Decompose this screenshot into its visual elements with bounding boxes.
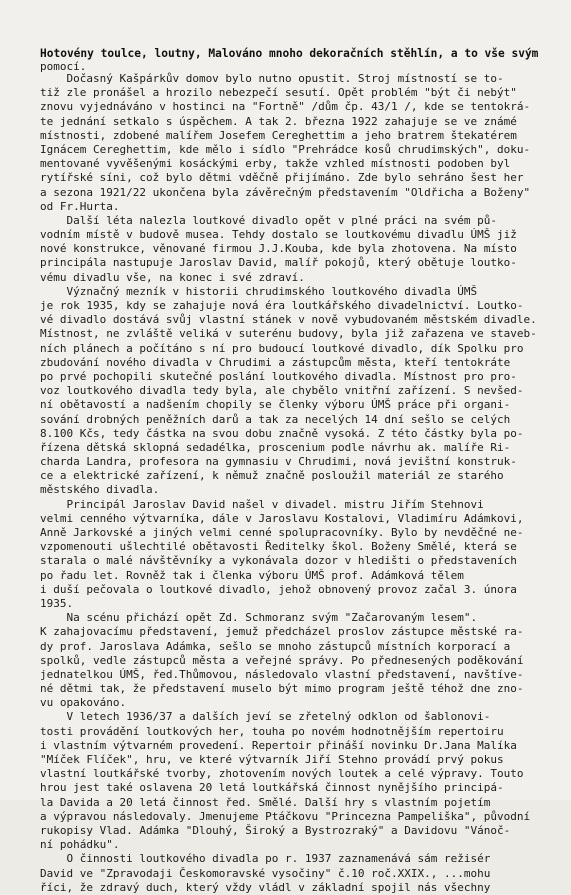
text-line: vzpomenouti ušlechtilé obětavosti Ředitelky škol. Boženy Smělé, která se <box>40 540 517 554</box>
text-line: nové konstrukce, věnované firmou J.J.Kouba, kde byla zhotovena. Na místo <box>40 242 517 256</box>
text-line: a sezona 1921/22 ukončena byla závěrečným představením "Oldřicha a Boženy" <box>40 185 531 199</box>
text-line: O činnosti loutkového divadla po r. 1937 zaznamenává sám režisér <box>40 852 491 866</box>
text-line: ní obětavostí a nadšením chopily se členky výboru ÚMŠ práce při organi- <box>40 398 511 412</box>
paragraph <box>40 611 560 710</box>
document-body <box>40 72 560 895</box>
text-line: po prvé pochopili skutečné poslání loutkového divadla. Místnost pro pro- <box>40 369 517 383</box>
text-line: starala o malé návštěvníky a vykonávala dozor v hledišti o představeních <box>40 554 517 568</box>
text-line: říci, že zdravý duch, který vždy vládl v základní spojil nás všechny <box>40 880 491 894</box>
paragraph <box>40 498 560 612</box>
text-line: tosti provádění loutkových her, touha po novém hodnotnějším repertoiru <box>40 724 504 738</box>
text-line: městského divadla. <box>40 483 160 497</box>
text-line: zbudování nového divadla v Chrudimi a zástupcům města, kteří tentokráte <box>40 355 511 369</box>
text-line: voz loutkového divadla tedy byla, ale chybělo vnitřní zařízení. S nevšed- <box>40 384 524 398</box>
paragraph <box>40 710 560 852</box>
text-line: místnosti, zdobené malířem Josefem Cereghettim a jeho bratrem štekatérem <box>40 128 517 142</box>
text-line: Dočasný Kašpárkův domov bylo nutno opustit. Stroj místností se to- <box>40 72 504 85</box>
text-line: spolků, vedle zástupců města a veřejné správy. Po přednesených poděkování <box>40 653 524 667</box>
text-line: ní pohádku". <box>40 838 120 852</box>
text-line: mentované vyvěšenými kosáckými erby, takže vzhled místnosti podoben byl <box>40 157 511 171</box>
text-line: principála nastupuje Jaroslav David, malíř pokojů, který obětuje loutko- <box>40 256 517 270</box>
text-line: Význačný mezník v historii chrudimského loutkového divadla ÚMŠ <box>40 284 478 298</box>
text-line: Na scénu přichází opět Zd. Schmoranz svým "Začarovaným lesem". <box>40 611 478 625</box>
text-line: vému divadlu vše, na konec i své zdraví. <box>40 270 305 284</box>
text-line: David ve "Zpravodaji Českomoravské vysočiny" č.10 roč.XXIX., ...mohu <box>40 866 491 880</box>
text-line: velmi cenného výtvarníka, dále v Jaroslavu Kostalovi, Vladimíru Adámkovi, <box>40 511 524 525</box>
text-line: od Fr.Hurta. <box>40 199 120 213</box>
text-line: hrou jest také oslavena 20 letá loutkářská činnost nynějšího principá- <box>40 781 504 795</box>
paragraph <box>40 285 560 498</box>
text-line: jednatelkou ÚMŠ, řed.Thůmovou, následovalo vlastní představení, navštíve- <box>40 667 524 681</box>
paragraph <box>40 72 560 214</box>
text-line: Ignácem Cereghettim, kde mělo i sídlo "Prehrádce kosů chrudimských", doku- <box>40 142 531 156</box>
text-line: ních plánech a počítáno s ní pro budoucí loutkové divadlo, dík Spolku pro <box>40 341 524 355</box>
text-line: tiž zle pronášel a hrozilo nebezpečí sesutí. Opět problém "být či nebýt" <box>40 86 517 100</box>
text-line: la Davida a 20 letá činnost řed. Smělé. Další hry s vlastním pojetím <box>40 795 491 809</box>
text-line: ce a elektrické zařízení, k němuž značně posloužil materiál ze starého <box>40 469 504 483</box>
paragraph <box>40 852 560 895</box>
text-line: "Míček Flíček", hru, ve které výtvarník Jiří Stehno provádí prvý pokus <box>40 753 504 766</box>
text-line: vlastní loutkářské tvorby, zhotovením nových loutek a celé výpravy. Touto <box>40 767 524 781</box>
text-line: charda Landra, profesora na gymnasiu v Chrudimi, nová jevištní konstruk- <box>40 455 517 469</box>
text-line: Anně Jarkovské a jiných velmi cenné spolupracovníky. Bylo by nevděčné ne- <box>40 526 524 539</box>
text-line: V letech 1936/37 a dalších jeví se zřetelný odklon od šablonovi- <box>40 710 491 724</box>
text-line: po řadu let. Rovněž tak i členka výboru ÚMŠ prof. Adámková tělem <box>40 568 464 582</box>
text-line: te jednání setkalo s úspěchem. A tak 2. března 1922 zahajuje se ve známé <box>40 114 517 128</box>
paragraph <box>40 214 560 285</box>
text-line: vé divadlo dostává svůj vlastní stánek v nově vybudovaném městském divadle. <box>40 313 537 327</box>
text-line: a výpravou následovaly. Jmenujeme Ptáčkovu "Princezna Pampeliška", původní <box>40 809 531 823</box>
text-line: vu opakováno. <box>40 696 127 710</box>
text-line: sování drobných peněžních darů a tak za necelých 14 dní sešlo se celých <box>40 412 511 426</box>
text-line: rytířské síni, což bylo dětmi vděčně přijímáno. Zde bylo sehráno šest her <box>40 171 524 185</box>
text-line: dy prof. Jaroslava Adámka, sešlo se mnoho zástupců místních korporací a <box>40 639 511 653</box>
text-line: 8.100 Kčs, tedy částka na svou dobu značně vysoká. Z této částky byla po- <box>40 426 524 440</box>
text-line: vodním místě v budově musea. Tehdy dostalo se loutkovému divadlu ÚMŠ již <box>40 228 517 242</box>
text-line: Místnost, ne zvláště veliká v suterénu budovy, byla již zařazena ve staveb- <box>40 327 537 341</box>
text-line: Další léta nalezla loutkové divadlo opět v plné práci na svém pů- <box>40 213 497 227</box>
text-line: je rok 1935, kdy se zahajuje nová éra loutkářského divadelnictví. Loutko- <box>40 299 524 312</box>
text-line: rukopisy Vlad. Adámka "Dlouhý, Široký a Bystrozraký" a Davidovu "Vánoč- <box>40 823 511 837</box>
text-line: K zahajovacímu představení, jemuž předcházel proslov zástupce městské ra- <box>40 625 524 639</box>
text-line: i duší pečovala o loutkové divadlo, jehož obnovený provoz začal 3. února <box>40 582 517 596</box>
text-line: řízena dětská sklopná sedadélka, proscenium podle návrhu ak. malíře Ri- <box>40 440 511 454</box>
text-line: i vlastním výtvarném provedení. Repertoir přináší novinku Dr.Jana Malíka <box>40 738 517 752</box>
header-line: Hotovény toulce, loutny, Malováno mnoho dekoračních stěhlín, a to vše svým <box>40 47 539 60</box>
header-continuation: pomocí. <box>40 60 87 73</box>
text-line: znovu vyjednáváno v hostinci na "Fortně" /dům čp. 43/1 /, kde se tentokrá- <box>40 100 531 114</box>
text-line: né dětmi tak, že představení muselo být mimo program ještě téhož dne zno- <box>40 682 524 696</box>
text-line: Principál Jaroslav David našel v divadel. mistru Jiřím Stehnovi <box>40 497 484 511</box>
text-line: 1935. <box>40 596 74 610</box>
